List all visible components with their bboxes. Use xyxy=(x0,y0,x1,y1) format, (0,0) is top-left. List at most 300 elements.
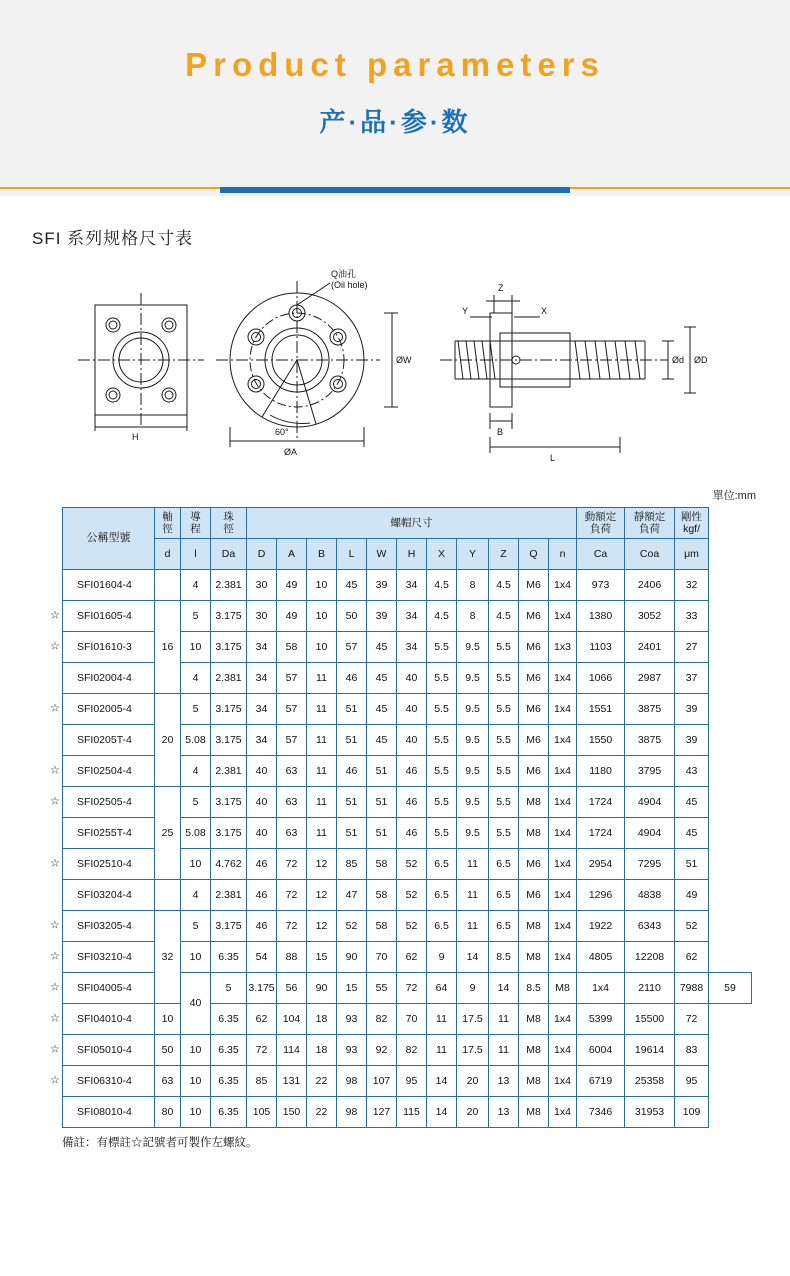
cell-H: 62 xyxy=(397,942,427,973)
cell-H: 34 xyxy=(397,601,427,632)
th-nut-B: B xyxy=(307,539,337,570)
cell-Q: M6 xyxy=(519,570,549,601)
table-row xyxy=(63,880,752,911)
cell-B: 11 xyxy=(307,663,337,694)
drawing-right-view xyxy=(440,295,696,453)
cell-Ca: 1724 xyxy=(577,787,625,818)
cell-Coa: 3052 xyxy=(625,601,675,632)
cell-H: 70 xyxy=(397,1004,427,1035)
cell-model-label: SFI02005-4 xyxy=(77,702,132,715)
cell-n: 1x4 xyxy=(549,1004,577,1035)
cell-Y: 11 xyxy=(457,849,489,880)
cell-Q: M8 xyxy=(519,818,549,849)
cell-kgf: 83 xyxy=(675,1035,709,1066)
table-row xyxy=(63,570,752,601)
cell-kgf: 37 xyxy=(675,663,709,694)
cell-n: 1x4 xyxy=(549,756,577,787)
cell-shaft-dia: 16 xyxy=(155,601,181,694)
th-sym-l: l xyxy=(181,539,211,570)
cell-D: 34 xyxy=(247,725,277,756)
cell-model xyxy=(50,973,155,1004)
label-d-big: ØD xyxy=(694,355,708,365)
cell-D: 85 xyxy=(247,1066,277,1097)
cell-Y: 14 xyxy=(457,942,489,973)
cell-X: 5.5 xyxy=(427,694,457,725)
cell-D: 62 xyxy=(247,1004,277,1035)
cell-Q: M8 xyxy=(519,787,549,818)
cell-n: 1x4 xyxy=(549,787,577,818)
cell-da: 3.175 xyxy=(211,818,247,849)
cell-L: 45 xyxy=(337,570,367,601)
cell-B: 15 xyxy=(307,942,337,973)
spec-table-body xyxy=(50,570,752,1128)
cell-da: 4.762 xyxy=(211,849,247,880)
cell-da: 3.175 xyxy=(211,694,247,725)
cell-L: 51 xyxy=(337,694,367,725)
cell-X: 5.5 xyxy=(427,663,457,694)
cell-model xyxy=(63,725,155,756)
cell-Ca: 5399 xyxy=(577,1004,625,1035)
cell-D: 46 xyxy=(247,849,277,880)
cell-model-label: SFI03210-4 xyxy=(77,950,132,963)
label-angle: 60° xyxy=(275,427,289,437)
cell-L: 51 xyxy=(337,725,367,756)
cell-kgf: 45 xyxy=(675,787,709,818)
cell-W: 58 xyxy=(367,849,397,880)
cell-kgf: 39 xyxy=(675,725,709,756)
cell-Coa: 31953 xyxy=(625,1097,675,1128)
table-row xyxy=(63,694,752,725)
label-w: ØW xyxy=(396,355,412,365)
cell-L: 90 xyxy=(337,942,367,973)
th-nut-X: X xyxy=(427,539,457,570)
cell-n: 1x4 xyxy=(549,1035,577,1066)
cell-Y: 17.5 xyxy=(457,1035,489,1066)
cell-n: 1x3 xyxy=(549,632,577,663)
cell-da: 6.35 xyxy=(211,1004,247,1035)
cell-H: 64 xyxy=(427,973,457,1004)
cell-Y: 9.5 xyxy=(457,694,489,725)
cell-Y: 8 xyxy=(457,570,489,601)
cell-B: 11 xyxy=(307,756,337,787)
cell-D: 56 xyxy=(277,973,307,1004)
cell-Q: M8 xyxy=(519,1004,549,1035)
cell-Z: 8.5 xyxy=(489,942,519,973)
cell-A: 104 xyxy=(277,1004,307,1035)
cell-X: 6.5 xyxy=(427,849,457,880)
cell-model-label: SFI02004-4 xyxy=(77,671,132,684)
cell-Ca: 973 xyxy=(577,570,625,601)
cell-Z: 13 xyxy=(489,1066,519,1097)
cell-X: 9 xyxy=(427,942,457,973)
cell-B: 22 xyxy=(307,1097,337,1128)
cell-X: 14 xyxy=(427,1066,457,1097)
cell-n: 1x4 xyxy=(549,849,577,880)
cell-Q: M8 xyxy=(549,973,577,1004)
cell-D: 46 xyxy=(247,911,277,942)
cell-H: 46 xyxy=(397,756,427,787)
th-nut-A: A xyxy=(277,539,307,570)
drawing-left-view xyxy=(78,293,204,431)
th-shaft-dia-line1: 軸 xyxy=(162,510,173,523)
cell-Coa: 3795 xyxy=(625,756,675,787)
cell-Z: 6.5 xyxy=(489,849,519,880)
cell-H: 34 xyxy=(397,570,427,601)
table-row xyxy=(63,601,752,632)
cell-Q: M8 xyxy=(519,911,549,942)
cell-kgf: 43 xyxy=(675,756,709,787)
cell-W: 51 xyxy=(367,756,397,787)
cell-Ca: 2954 xyxy=(577,849,625,880)
cell-model xyxy=(50,756,155,787)
cell-n: 1x4 xyxy=(549,880,577,911)
label-h: H xyxy=(132,432,139,442)
cell-da: 3.175 xyxy=(211,787,247,818)
cell-D: 34 xyxy=(247,663,277,694)
th-nut-Y: Y xyxy=(457,539,489,570)
cell-Q: M6 xyxy=(519,601,549,632)
table-row xyxy=(63,1004,752,1035)
cell-X: 5.5 xyxy=(427,756,457,787)
cell-X: 5.5 xyxy=(427,725,457,756)
label-d-small: Ød xyxy=(672,355,685,365)
cell-Z: 6.5 xyxy=(489,911,519,942)
cell-Z: 5.5 xyxy=(489,663,519,694)
cell-W: 127 xyxy=(367,1097,397,1128)
table-row xyxy=(63,787,752,818)
cell-lead: 5.08 xyxy=(181,818,211,849)
label-b: B xyxy=(497,427,504,437)
cell-H: 46 xyxy=(397,818,427,849)
cell-Ca: 1550 xyxy=(577,725,625,756)
cell-Coa: 2401 xyxy=(625,632,675,663)
cell-Y: 8 xyxy=(457,601,489,632)
th-rigidity-line2: kgf/ xyxy=(683,523,700,535)
cell-Z: 11 xyxy=(489,1004,519,1035)
th-nut-L: L xyxy=(337,539,367,570)
cell-lead: 4 xyxy=(181,663,211,694)
cell-Z: 5.5 xyxy=(489,756,519,787)
cell-kgf: 72 xyxy=(675,1004,709,1035)
cell-lead: 5 xyxy=(181,787,211,818)
cell-H: 40 xyxy=(397,694,427,725)
star-icon: ☆ xyxy=(50,919,60,932)
star-icon: ☆ xyxy=(50,1074,60,1087)
cell-H: 46 xyxy=(397,787,427,818)
cell-A: 72 xyxy=(277,880,307,911)
cell-kgf: 32 xyxy=(675,570,709,601)
cell-A: 72 xyxy=(277,849,307,880)
table-remark: 備註：有標註☆記號者可製作左螺紋。 xyxy=(62,1137,258,1149)
star-icon: ☆ xyxy=(50,857,60,870)
cell-lead: 5 xyxy=(181,601,211,632)
label-oil-hole-en: (Oil hole) xyxy=(331,280,368,290)
cell-lead: 10 xyxy=(181,1035,211,1066)
cell-H: 40 xyxy=(397,725,427,756)
star-icon: ☆ xyxy=(50,1043,60,1056)
th-sta-load xyxy=(625,508,675,539)
cell-D: 40 xyxy=(247,756,277,787)
cell-lead: 5 xyxy=(211,973,247,1004)
th-shaft-dia xyxy=(155,508,181,539)
cell-kgf: 33 xyxy=(675,601,709,632)
cell-Ca: 2110 xyxy=(625,973,675,1004)
th-rigidity-line1: 剛性 xyxy=(681,510,703,523)
cell-Ca: 7346 xyxy=(577,1097,625,1128)
th-dyn-load-line2: 負荷 xyxy=(590,523,612,535)
cell-lead: 4 xyxy=(181,880,211,911)
cell-L: 98 xyxy=(337,1066,367,1097)
cell-Y: 11 xyxy=(457,911,489,942)
cell-W: 45 xyxy=(367,694,397,725)
th-dyn-load-line1: 動額定 xyxy=(584,510,617,523)
cell-Ca: 6719 xyxy=(577,1066,625,1097)
cell-W: 45 xyxy=(367,632,397,663)
cell-D: 105 xyxy=(247,1097,277,1128)
cell-X: 11 xyxy=(427,1004,457,1035)
cell-n: 1x4 xyxy=(549,818,577,849)
cell-B: 12 xyxy=(307,911,337,942)
th-nut-D: D xyxy=(247,539,277,570)
cell-Q: M6 xyxy=(519,632,549,663)
cell-L: 50 xyxy=(337,601,367,632)
th-lead xyxy=(181,508,211,539)
cell-Ca: 1380 xyxy=(577,601,625,632)
cell-X: 4.5 xyxy=(427,601,457,632)
th-shaft-dia-line2: 徑 xyxy=(162,523,173,535)
th-ball-dia xyxy=(211,508,247,539)
header-rule-blue xyxy=(220,187,570,193)
table-row xyxy=(63,1097,752,1128)
technical-drawings xyxy=(0,255,790,505)
cell-lead: 10 xyxy=(155,1004,181,1035)
th-ball-dia-line1: 珠 xyxy=(223,510,234,523)
cell-Coa: 2406 xyxy=(625,570,675,601)
cell-L: 85 xyxy=(337,849,367,880)
cell-Y: 9.5 xyxy=(457,818,489,849)
th-nut-n: n xyxy=(549,539,577,570)
cell-X: 9 xyxy=(457,973,489,1004)
cell-W: 51 xyxy=(367,818,397,849)
star-icon: ☆ xyxy=(50,764,60,777)
cell-da: 2.381 xyxy=(211,570,247,601)
table-row xyxy=(63,1066,752,1097)
cell-lead: 5 xyxy=(181,911,211,942)
section-title: SFI 系列规格尺寸表 xyxy=(32,229,194,248)
cell-kgf: 39 xyxy=(675,694,709,725)
cell-Coa: 4904 xyxy=(625,787,675,818)
cell-kgf: 95 xyxy=(675,1066,709,1097)
cell-Coa: 3875 xyxy=(625,725,675,756)
cell-model-label: SFI02505-4 xyxy=(77,795,132,808)
cell-X: 5.5 xyxy=(427,818,457,849)
cell-model-label: SFI02504-4 xyxy=(77,764,132,777)
cell-B: 18 xyxy=(307,1004,337,1035)
label-a: ØA xyxy=(284,447,298,457)
cell-Z: 4.5 xyxy=(489,601,519,632)
cell-W: 58 xyxy=(367,911,397,942)
cell-lead: 10 xyxy=(181,849,211,880)
star-icon: ☆ xyxy=(50,1012,60,1025)
cell-W: 92 xyxy=(367,1035,397,1066)
cell-Coa: 7295 xyxy=(625,849,675,880)
cell-W: 45 xyxy=(367,663,397,694)
table-header-row-2 xyxy=(63,539,752,570)
cell-model xyxy=(63,818,155,849)
th-sym-kgf: μm xyxy=(675,539,709,570)
cell-model-label: SFI04005-4 xyxy=(77,981,132,994)
cell-model xyxy=(63,1097,155,1128)
cell-B: 10 xyxy=(307,632,337,663)
cell-model xyxy=(50,942,155,973)
cell-Z: 11 xyxy=(489,1035,519,1066)
cell-L: 93 xyxy=(337,1004,367,1035)
cell-n: 1x4 xyxy=(549,725,577,756)
cell-H: 52 xyxy=(397,849,427,880)
cell-L: 98 xyxy=(337,1097,367,1128)
cell-Coa: 4904 xyxy=(625,818,675,849)
cell-Y: 11 xyxy=(457,880,489,911)
cell-n: 1x4 xyxy=(549,663,577,694)
cell-X: 6.5 xyxy=(427,880,457,911)
th-sym-coa: Coa xyxy=(625,539,675,570)
cell-L: 57 xyxy=(337,632,367,663)
cell-H: 40 xyxy=(397,663,427,694)
cell-Q: M8 xyxy=(519,1097,549,1128)
cell-Coa: 2987 xyxy=(625,663,675,694)
cell-L: 46 xyxy=(337,756,367,787)
cell-Q: M6 xyxy=(519,880,549,911)
cell-B: 11 xyxy=(307,818,337,849)
cell-da: 3.175 xyxy=(211,632,247,663)
cell-Q: M6 xyxy=(519,663,549,694)
cell-Coa: 12208 xyxy=(625,942,675,973)
cell-W: 82 xyxy=(367,1004,397,1035)
cell-Ca: 6004 xyxy=(577,1035,625,1066)
th-dyn-load xyxy=(577,508,625,539)
cell-B: 18 xyxy=(307,1035,337,1066)
cell-kgf: 52 xyxy=(675,911,709,942)
cell-A: 88 xyxy=(277,942,307,973)
cell-lead: 10 xyxy=(181,632,211,663)
th-sta-load-line1: 靜額定 xyxy=(633,510,666,523)
cell-model xyxy=(50,632,155,663)
cell-L: 46 xyxy=(337,663,367,694)
cell-model xyxy=(50,911,155,942)
cell-da: 3.175 xyxy=(211,601,247,632)
cell-kgf: 109 xyxy=(675,1097,709,1128)
cell-H: 52 xyxy=(397,880,427,911)
cell-Q: M8 xyxy=(519,942,549,973)
cell-Y: 9.5 xyxy=(457,787,489,818)
th-sym-ca: Ca xyxy=(577,539,625,570)
cell-Ca: 1066 xyxy=(577,663,625,694)
cell-model xyxy=(63,570,155,601)
cell-B: 12 xyxy=(307,849,337,880)
cell-Coa: 4838 xyxy=(625,880,675,911)
th-sym-d: d xyxy=(155,539,181,570)
cell-W: 72 xyxy=(397,973,427,1004)
cell-A: 72 xyxy=(277,911,307,942)
spec-table-wrap xyxy=(50,507,760,1128)
label-y: Y xyxy=(462,306,469,316)
cell-A: 90 xyxy=(307,973,337,1004)
cell-kgf: 49 xyxy=(675,880,709,911)
cell-model xyxy=(50,1035,155,1066)
label-z: Z xyxy=(498,283,504,293)
cell-Y: 20 xyxy=(457,1097,489,1128)
cell-da: 2.381 xyxy=(211,880,247,911)
cell-lead: 4 xyxy=(181,570,211,601)
cell-Q: M6 xyxy=(519,694,549,725)
cell-Z: 8.5 xyxy=(519,973,549,1004)
th-lead-line2: 程 xyxy=(190,523,201,535)
cell-Z: 5.5 xyxy=(489,632,519,663)
cell-da: 6.35 xyxy=(211,942,247,973)
cell-lead: 5.08 xyxy=(181,725,211,756)
cell-da: 6.35 xyxy=(211,1097,247,1128)
cell-lead: 10 xyxy=(181,1066,211,1097)
cell-W: 70 xyxy=(367,942,397,973)
cell-model-label: SFI01605-4 xyxy=(77,609,132,622)
cell-shaft-dia: 25 xyxy=(155,787,181,880)
cell-model-label: SFI01610-3 xyxy=(77,640,132,653)
cell-Z: 4.5 xyxy=(489,570,519,601)
cell-A: 114 xyxy=(277,1035,307,1066)
cell-Z: 13 xyxy=(489,1097,519,1128)
th-nut-H: H xyxy=(397,539,427,570)
cell-A: 150 xyxy=(277,1097,307,1128)
th-nut-Z: Z xyxy=(489,539,519,570)
cell-da: 3.175 xyxy=(211,725,247,756)
cell-Coa: 25358 xyxy=(625,1066,675,1097)
unit-note: 單位:mm xyxy=(712,490,756,502)
cell-A: 63 xyxy=(277,756,307,787)
th-nut-Q: Q xyxy=(519,539,549,570)
cell-shaft-dia xyxy=(155,880,181,911)
label-oil-hole-cn: Q油孔 xyxy=(331,269,357,279)
cell-Y: 20 xyxy=(457,1066,489,1097)
th-rigidity xyxy=(675,508,709,539)
cell-B: 22 xyxy=(307,1066,337,1097)
cell-da: 2.381 xyxy=(211,756,247,787)
cell-Y: 9.5 xyxy=(457,663,489,694)
cell-B: 11 xyxy=(307,787,337,818)
star-icon: ☆ xyxy=(50,609,60,622)
table-row xyxy=(63,1035,752,1066)
cell-Z: 5.5 xyxy=(489,694,519,725)
th-sym-da: Da xyxy=(211,539,247,570)
cell-model xyxy=(50,787,155,818)
cell-model-label: SFI04010-4 xyxy=(77,1012,132,1025)
cell-Q: M8 xyxy=(519,1035,549,1066)
cell-X: 6.5 xyxy=(427,911,457,942)
spec-table xyxy=(50,507,752,1128)
cell-shaft-dia: 20 xyxy=(155,694,181,787)
th-model: 公稱型號 xyxy=(63,508,155,570)
cell-Q: M6 xyxy=(519,725,549,756)
cell-n: 1x4 xyxy=(549,694,577,725)
cell-B: 11 xyxy=(307,694,337,725)
cell-Ca: 4805 xyxy=(577,942,625,973)
cell-D: 30 xyxy=(247,601,277,632)
star-icon: ☆ xyxy=(50,950,60,963)
cell-model-label: SFI03204-4 xyxy=(77,888,132,901)
cell-D: 34 xyxy=(247,694,277,725)
cell-model-label: SFI0205T-4 xyxy=(77,733,132,746)
cell-n: 1x4 xyxy=(549,942,577,973)
cell-model-label: SFI01604-4 xyxy=(77,578,132,591)
